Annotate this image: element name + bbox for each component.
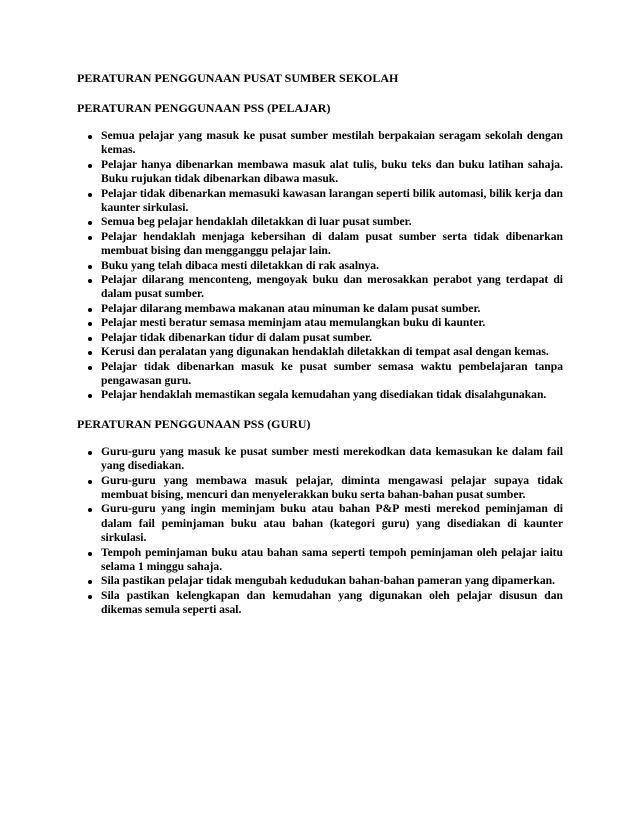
list-item-text: Pelajar mesti beratur semasa meminjam atau memulangkan buku di kaunter. [101, 316, 486, 330]
bullet-icon [88, 451, 92, 455]
list-item-text: Sila pastikan pelajar tidak mengubah kedudukan bahan-bahan pameran yang dipamerkan. [101, 574, 556, 588]
bullet-icon [88, 508, 92, 512]
list-item [101, 230, 563, 259]
document-page [77, 71, 563, 632]
bullet-icon [88, 135, 92, 139]
list-item [101, 546, 563, 575]
list-item-text: Sila pastikan kelengkapan dan kemudahan yang digunakan oleh pelajar disusun dan dikemas semula seperti asal. [101, 588, 563, 617]
rules-list-guru [77, 445, 563, 618]
bullet-icon [88, 221, 92, 225]
bullet-icon [88, 265, 92, 269]
bullet-icon [88, 308, 92, 312]
list-item-text: Pelajar hendaklah menjaga kebersihan di dalam pusat sumber serta tidak dibenarkan membuat bising dan mengganggu pelajar lain. [101, 229, 563, 258]
bullet-icon [88, 480, 92, 484]
list-item [101, 331, 563, 345]
list-item-text: Tempoh peminjaman buku atau bahan sama seperti tempoh peminjaman oleh pelajar iaitu selama 1 minggu sahaja. [101, 545, 563, 573]
bullet-icon [88, 164, 92, 168]
list-item [101, 158, 563, 187]
list-item-text: Guru-guru yang masuk ke pusat sumber mesti merekodkan data kemasukan ke dalam fail yang disediakan. [101, 444, 563, 473]
bullet-icon [88, 595, 92, 599]
list-item-text: Guru-guru yang ingin meminjam buku atau bahan P&P mesti merekod peminjaman di dalam fail peminjaman buku atau bahan (kategori guru) yang disediakan di kaunter sirkulasi. [101, 502, 563, 545]
list-item [101, 316, 563, 330]
list-item-text: Pelajar dilarang membawa makanan atau minuman ke dalam pusat sumber. [101, 301, 481, 315]
list-item-text: Pelajar tidak dibenarkan masuk ke pusat sumber semasa waktu pembelajaran tanpa pengawasan guru. [101, 359, 563, 387]
list-item [101, 502, 563, 545]
document-title: PERATURAN PENGGUNAAN PUSAT SUMBER SEKOLAH [77, 71, 399, 85]
bullet-icon [88, 351, 92, 355]
list-item [101, 259, 563, 273]
list-item-text: Pelajar dilarang menconteng, mengoyak buku dan merosakkan perabot yang terdapat di dalam pusat sumber. [101, 273, 563, 301]
list-item-text: Semua beg pelajar hendaklah diletakkan di luar pusat sumber. [101, 215, 412, 229]
list-item [101, 273, 563, 302]
list-item [101, 388, 563, 402]
list-item [101, 574, 563, 588]
bullet-icon [88, 337, 92, 341]
list-item-text: Semua pelajar yang masuk ke pusat sumber mestilah berpakaian seragam sekolah dengan kemas. [101, 129, 563, 157]
list-item [101, 360, 563, 389]
list-item-text: Pelajar tidak dibenarkan tidur di dalam pusat sumber. [101, 330, 373, 344]
bullet-icon [88, 366, 92, 370]
list-item-text: Guru-guru yang membawa masuk pelajar, diminta mengawasi pelajar supaya tidak membuat bising, mencuri dan menyelerakkan buku serta bahan-bahan pusat sumber. [101, 473, 563, 501]
list-item [101, 589, 563, 618]
bullet-icon [88, 394, 92, 398]
bullet-icon [88, 552, 92, 556]
list-item [101, 215, 563, 229]
list-item [101, 187, 563, 216]
list-item-text: Pelajar tidak dibenarkan memasuki kawasan larangan seperti bilik automasi, bilik kerja dan kaunter sirkulasi. [101, 186, 563, 215]
list-item [101, 302, 563, 316]
section-heading-pelajar: PERATURAN PENGGUNAAN PSS (PELAJAR) [77, 101, 331, 115]
list-item [101, 345, 563, 359]
list-item-text: Pelajar hendaklah memastikan segala kemudahan yang disediakan tidak disalahgunakan. [101, 388, 547, 402]
rules-list-pelajar [77, 129, 563, 403]
bullet-icon [88, 236, 92, 240]
list-item-text: Kerusi dan peralatan yang digunakan hendaklah diletakkan di tempat asal dengan kemas. [101, 345, 549, 359]
bullet-icon [88, 193, 92, 197]
list-item [101, 445, 563, 474]
bullet-icon [88, 580, 92, 584]
bullet-icon [88, 279, 92, 283]
bullet-icon [88, 322, 92, 326]
section-heading-guru: PERATURAN PENGGUNAAN PSS (GURU) [77, 416, 311, 431]
list-item [101, 474, 563, 503]
list-item [101, 129, 563, 158]
list-item-text: Buku yang telah dibaca mesti diletakkan di rak asalnya. [101, 258, 379, 272]
list-item-text: Pelajar hanya dibenarkan membawa masuk alat tulis, buku teks dan buku latihan sahaja. Buku rujukan tidak dibenarkan dibawa masuk. [101, 157, 563, 186]
